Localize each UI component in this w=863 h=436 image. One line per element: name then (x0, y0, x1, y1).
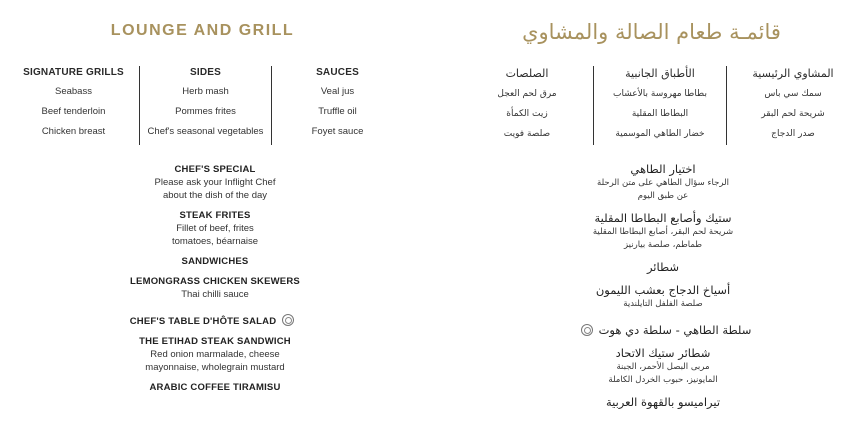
column-heading: الأطباق الجانبية (625, 67, 695, 80)
menu-item: Chef's seasonal vegetables (147, 126, 264, 137)
plate-icon (282, 314, 294, 326)
special-desc: صلصة الفلفل التايلندية (623, 299, 703, 309)
special-arabic-coffee-tiramisu-ar (470, 395, 856, 410)
special-sandwiches-ar (470, 260, 856, 275)
column-signature-grills (8, 66, 139, 145)
special-desc: عن طبق اليوم (637, 191, 689, 201)
special-desc: tomatoes, béarnaise (171, 236, 259, 247)
special-desc: طماطم، صلصة بيارنيز (623, 240, 703, 250)
special-desc: mayonnaise, wholegrain mustard (145, 362, 285, 373)
special-desc: مربى البصل الأحمر، الجبنة (616, 362, 710, 372)
special-desc: شريحة لحم البقر، أصابع البطاطا المقلية (592, 227, 734, 237)
special-arabic-coffee-tiramisu (52, 382, 378, 394)
column-sides (139, 66, 271, 145)
column-signature-grills-ar (727, 66, 859, 145)
special-name: ARABIC COFFEE TIRAMISU (149, 382, 281, 393)
special-name: CHEF'S TABLE D'HÔTE SALAD (129, 316, 277, 327)
menu-item: خضار الطاهي الموسمية (615, 129, 705, 139)
menu-item: Beef tenderloin (41, 106, 106, 117)
menu-item: Veal jus (320, 86, 355, 97)
special-desc: about the dish of the day (162, 190, 268, 201)
column-sauces-ar (461, 66, 594, 145)
special-name: تيراميسو بالقهوة العربية (605, 395, 721, 409)
menu-item: البطاطا المقلية (631, 109, 689, 119)
menu-item: صلصة فويت (503, 129, 551, 139)
column-sauces (271, 66, 403, 145)
special-name: CHEF'S SPECIAL (174, 164, 256, 175)
special-lemongrass-chicken (52, 276, 378, 301)
special-desc: Red onion marmalade, cheese (150, 349, 280, 360)
special-steak-frites-ar (470, 211, 856, 252)
menu-item: سمك سي باس (764, 89, 822, 99)
special-name: STEAK FRITES (179, 210, 251, 221)
menu-item: Seabass (55, 86, 92, 97)
special-name: LEMONGRASS CHICKEN SKEWERS (130, 276, 300, 287)
special-name: ستيك وأصابع البطاطا المقلية (594, 211, 732, 225)
special-name: شطائر ستيك الاتحاد (615, 346, 711, 360)
special-name: شطائر (646, 260, 680, 274)
special-desc: المايونيز، حبوب الخردل الكاملة (608, 375, 718, 385)
column-heading: الصلصات (505, 67, 549, 80)
special-name: THE ETIHAD STEAK SANDWICH (139, 336, 291, 347)
special-etihad-steak-sandwich (52, 336, 378, 374)
special-desc: Fillet of beef, frites (176, 223, 254, 234)
column-heading: SIGNATURE GRILLS (23, 67, 124, 78)
special-chefs-special (52, 164, 378, 202)
special-lemongrass-chicken-ar (470, 283, 856, 311)
column-sides-ar (594, 66, 727, 145)
special-name: أسياخ الدجاج بعشب الليمون (595, 283, 731, 297)
special-sandwiches (52, 256, 378, 268)
menu-item: صدر الدجاج (771, 129, 815, 139)
menu-item: Chicken breast (41, 126, 106, 137)
menu-title-english: LOUNGE AND GRILL (110, 22, 295, 39)
special-steak-frites (52, 210, 378, 248)
english-columns (8, 66, 403, 145)
special-name: اختيار الطاهي (630, 162, 696, 176)
special-desc: الرجاء سؤال الطاهي على متن الرحلة (597, 178, 729, 188)
menu-item: Foyet sauce (311, 126, 364, 137)
column-heading: SIDES (189, 67, 221, 78)
column-heading: المشاوي الرئيسية (752, 67, 834, 80)
special-etihad-steak-sandwich-ar (470, 346, 856, 387)
menu-item: شريحة لحم البقر (761, 109, 825, 119)
menu-title-arabic: قائمـة طعام الصالة والمشاوي (522, 20, 781, 44)
menu-item: مرق لحم العجل (497, 89, 557, 99)
plate-icon (581, 324, 593, 336)
column-heading: SAUCES (316, 67, 359, 78)
menu-item: Herb mash (182, 86, 229, 97)
menu-item: Truffle oil (318, 106, 357, 117)
special-desc: Thai chilli sauce (181, 289, 249, 300)
special-table-dhote-salad (52, 309, 378, 328)
special-name: سلطة الطاهي - سلطة دي هوت (598, 323, 752, 337)
menu-item: بطاطا مهروسة بالأعشاب (613, 89, 707, 99)
special-desc: Please ask your Inflight Chef (154, 177, 276, 188)
english-specials (52, 164, 378, 402)
menu-item: زيت الكمأة (506, 109, 548, 119)
menu-item: Pommes frites (175, 106, 236, 117)
arabic-columns (461, 66, 859, 145)
special-chefs-special-ar (470, 162, 856, 203)
special-table-dhote-salad-ar (470, 319, 856, 338)
special-name: SANDWICHES (181, 256, 249, 267)
arabic-specials (470, 162, 856, 418)
